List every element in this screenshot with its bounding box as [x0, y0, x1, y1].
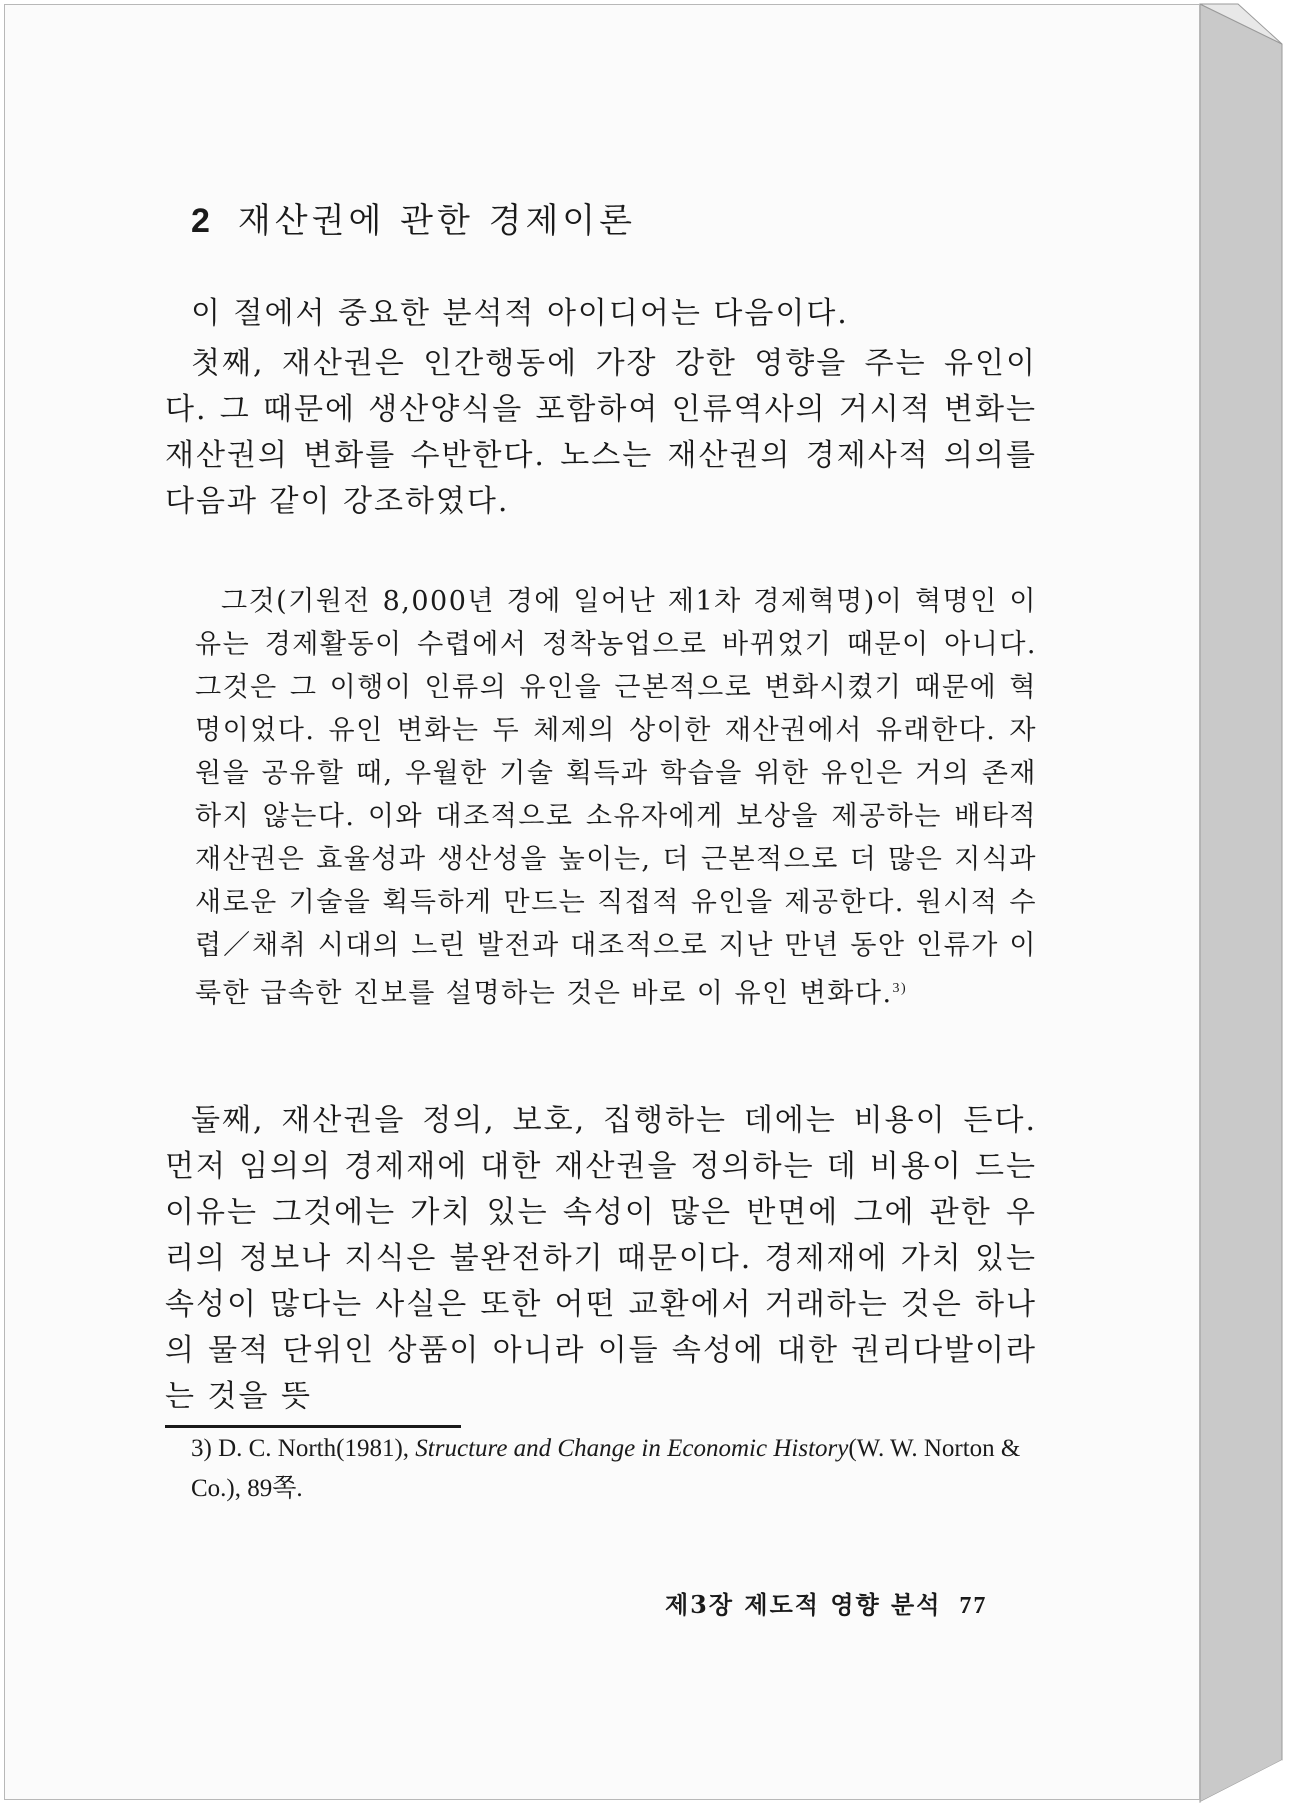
footnote-book-title: Structure and Change in Economic History [415, 1435, 849, 1462]
section-title: 재산권에 관한 경제이론 [237, 201, 636, 241]
quote-text: 그것(기원전 8,000년 경에 일어난 제1차 경제혁명)이 혁명인 이유는 경제활동이 수렵에서 정착농업으로 바뀌었기 때문이 아니다. 그것은 그 이행이 인류의 유인을 근본적으로 변화시켰기 때문에 혁명이었다. 유인 변화는 두 체제의 상이한 재산권에서 유래한다. 자원을 공유할 때, 우월한 기술 획득과 학습을 위한 유인은 거의 존재하지 않는다. 이와 대조적으로 소유자에게 보상을 제공하는 배타적 재산권은 효율성과 생산성을 높이는, 더 근본적으로 더 많은 지식과 새로운 기술을 획득하게 만드는 직접적 유인을 제공한다. 원시적 수렵／채취 시대의 느린 발전과 대조적으로 지난 만년 동안 인류가 이룩한 급속한 진보를 설명하는 것은 바로 이 유인 변화다. [195, 586, 1037, 1009]
first-point-text: 첫째, 재산권은 인간행동에 가장 강한 영향을 주는 유인이다. 그 때문에 생산양식을 포함하여 인류역사의 거시적 변화는 재산권의 변화를 수반한다. 노스는 재산권의 경제사적 의의를 다음과 같이 강조하였다. [165, 346, 1037, 519]
book-page [4, 4, 1200, 1800]
second-point-paragraph [165, 1098, 1037, 1414]
intro-paragraph [165, 291, 1037, 337]
footnote-author: D. C. North(1981), [218, 1435, 410, 1462]
section-heading [191, 193, 636, 242]
block-quote [195, 580, 1037, 1052]
page-number: 77 [959, 1593, 988, 1619]
running-footer [665, 1585, 987, 1620]
first-point-paragraph [165, 341, 1037, 539]
second-point-text: 둘째, 재산권을 정의, 보호, 집행하는 데에는 비용이 든다. 먼저 임의의 경제재에 대한 재산권을 정의하는 데 비용이 드는 이유는 그것에는 가치 있는 속성이 많은 반면에 그에 관한 우리의 정보나 지식은 불완전하기 때문이다. 경제재에 가치 있는 속성이 많다는 사실은 또한 어떤 교환에서 거래하는 것은 하나의 물적 단위인 상품이 아니라 이들 속성에 대한 권리다발이라는 것을 뜻 [165, 1103, 1037, 1414]
quote-footnote-marker: 3) [892, 981, 908, 996]
footnote-marker: 3) [191, 1435, 212, 1462]
footnote-divider [165, 1425, 461, 1428]
footnote-publisher: (W. W. Norton & Co.), 89쪽. [191, 1435, 1021, 1502]
section-number: 2 [191, 202, 214, 240]
intro-line: 이 절에서 중요한 분석적 아이디어는 다음이다. [191, 296, 849, 331]
chapter-label: 제3장 제도적 영향 분석 [665, 1590, 942, 1619]
footnote [191, 1429, 1041, 1509]
